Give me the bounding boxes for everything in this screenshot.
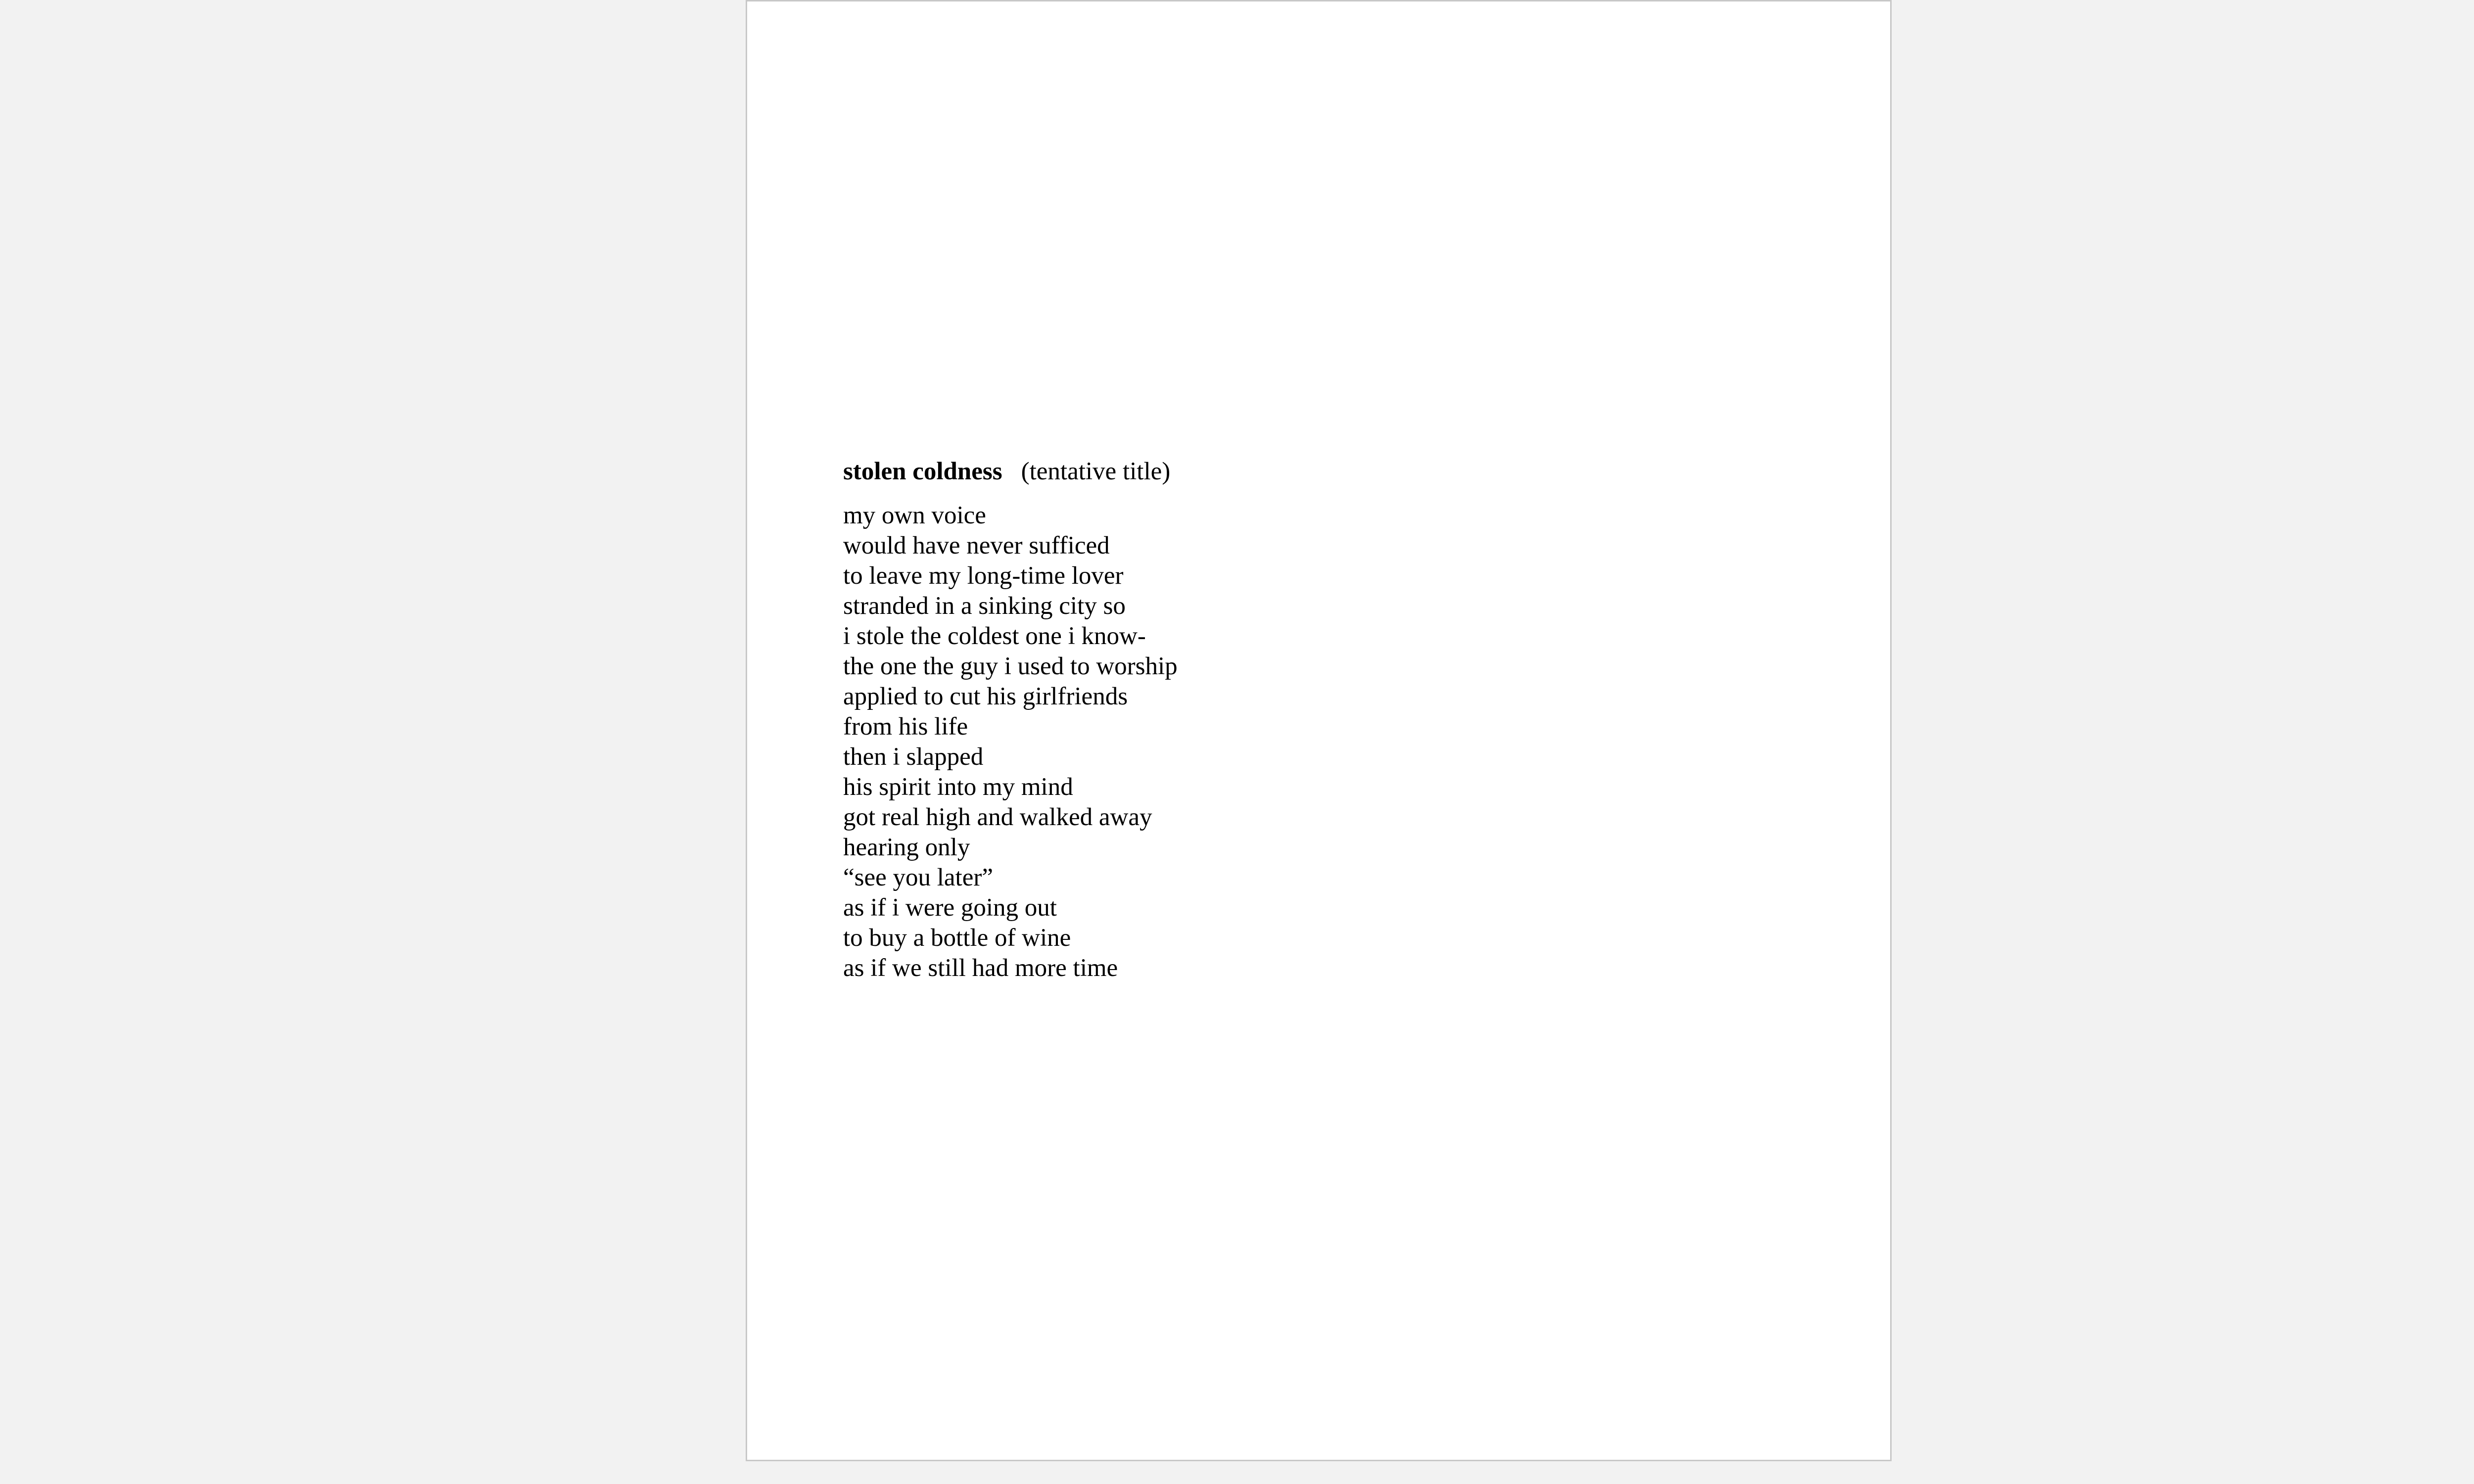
- poem-line: to leave my long-time lover: [843, 562, 1124, 590]
- poem-line: the one the guy i used to worship: [843, 652, 1178, 680]
- poem-line: got real high and walked away: [843, 803, 1152, 831]
- poem-line: from his life: [843, 713, 968, 741]
- poem-line: to buy a bottle of wine: [843, 924, 1071, 952]
- poem-line: my own voice: [843, 502, 986, 529]
- poem-line: stranded in a sinking city so: [843, 592, 1126, 620]
- poem-line: as if i were going out: [843, 894, 1057, 922]
- poem-line: as if we still had more time: [843, 954, 1118, 982]
- poem-line: would have never sufficed: [843, 532, 1110, 559]
- poem-line: hearing only: [843, 834, 970, 861]
- poem-line: “see you later”: [843, 864, 993, 891]
- document-page: [746, 0, 1892, 1461]
- poem-subtitle: (tentative title): [1021, 458, 1171, 485]
- poem-line: his spirit into my mind: [843, 773, 1073, 801]
- poem-content: [843, 457, 1178, 983]
- poem-line: applied to cut his girlfriends: [843, 683, 1128, 710]
- title-line: [843, 457, 1178, 487]
- poem-title: stolen coldness: [843, 458, 1002, 485]
- poem-line: then i slapped: [843, 743, 984, 771]
- poem-body: [843, 501, 1178, 983]
- poem-line: i stole the coldest one i know-: [843, 622, 1146, 650]
